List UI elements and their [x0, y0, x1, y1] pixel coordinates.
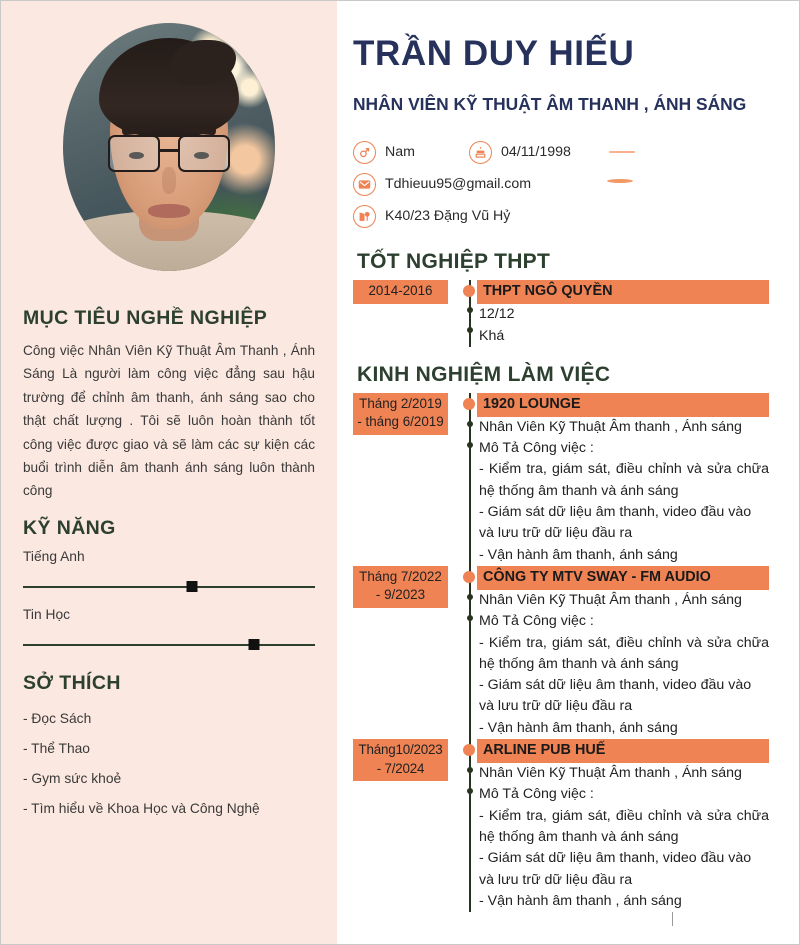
position-title: Nhân Viên Kỹ Thuật Âm thanh , Ánh sáng: [479, 765, 742, 782]
list-item: - Tìm hiểu về Khoa Học và Công Nghệ: [23, 800, 260, 816]
date-badge: 2014-2016: [353, 280, 448, 304]
timeline-line: [469, 566, 471, 739]
decorative-artifact-lower: [607, 179, 633, 183]
timeline-entry: [353, 566, 769, 739]
timeline-line: [469, 739, 471, 912]
list-item: - Thể Thao: [23, 740, 90, 756]
contact-gender: [353, 141, 415, 164]
email-value: Tdhieuu95@gmail.com: [385, 176, 532, 193]
description-label: Mô Tả Công việc :: [479, 786, 594, 803]
hobbies-list: [23, 704, 315, 824]
timeline-entry: [353, 393, 769, 566]
sidebar: [1, 1, 337, 944]
duty-item: - Giám sát dữ liệu âm thanh, video đầu vào và lưu trữ dữ liệu đầu ra: [479, 677, 752, 715]
duty-item: - Giám sát dữ liệu âm thanh, video đầu vào và lưu trữ dữ liệu đầu ra: [479, 504, 752, 542]
photo-mouth: [148, 204, 190, 218]
text-cursor: [672, 912, 673, 926]
timeline-axis: [462, 566, 477, 739]
main-column: [337, 1, 799, 944]
duty-item: - Vận hành âm thanh, ánh sáng: [479, 546, 678, 563]
experience-heading: KINH NGHIỆM LÀM VIỆC: [357, 362, 611, 386]
contact-address: [353, 205, 510, 228]
timeline-marker-small: [467, 327, 473, 333]
position-title: Nhân Viên Kỹ Thuật Âm thanh , Ánh sáng: [479, 418, 742, 435]
contact-info: [353, 136, 769, 232]
hobbies-heading: SỞ THÍCH: [23, 671, 121, 694]
timeline-marker-primary: [463, 285, 475, 297]
duty-item: - Giám sát dữ liệu âm thanh, video đầu vào và lưu trữ dữ liệu đầu ra: [479, 850, 752, 888]
education-heading: TỐT NGHIỆP THPT: [357, 250, 551, 274]
skills-heading: KỸ NĂNG: [23, 516, 116, 539]
experience-date-column: [353, 739, 448, 912]
address-value: K40/23 Đặng Vũ Hỷ: [385, 208, 511, 225]
photo-lens-right: [178, 135, 231, 172]
education-timeline: [353, 280, 769, 347]
description-label: Mô Tả Công việc :: [479, 440, 594, 457]
contact-row-primary: [353, 136, 769, 168]
experience-content: [477, 739, 769, 912]
timeline-marker-small: [467, 788, 473, 794]
experience-date-column: [353, 566, 448, 739]
timeline-line: [469, 393, 471, 566]
experience-content: [477, 393, 769, 566]
timeline-marker-primary: [463, 571, 475, 583]
profile-photo: [63, 23, 275, 271]
photo-nose: [162, 167, 177, 194]
school-name: THPT NGÔ QUYỀN: [477, 280, 769, 304]
decorative-artifact-upper: [609, 151, 635, 153]
objective-heading: MỤC TIÊU NGHỀ NGHIỆP: [23, 307, 268, 329]
company-name: 1920 LOUNGE: [477, 393, 769, 417]
timeline-marker-primary: [463, 744, 475, 756]
timeline-marker-small: [467, 594, 473, 600]
job-title: NHÂN VIÊN KỸ THUẬT ÂM THANH , ÁNH SÁNG: [353, 93, 747, 114]
timeline-marker-small: [467, 307, 473, 313]
position-title: Nhân Viên Kỹ Thuật Âm thanh , Ánh sáng: [479, 591, 742, 608]
sidebar-content: [1, 271, 337, 824]
skill-row-english: [23, 549, 315, 600]
contact-email[interactable]: [353, 173, 531, 196]
birthday-value: 04/11/1998: [500, 144, 571, 161]
timeline-entry: [353, 280, 769, 347]
photo-glasses-bridge: [160, 149, 177, 152]
gender-icon: [353, 141, 376, 164]
location-pin-icon: [353, 205, 376, 228]
envelope-icon: [353, 173, 376, 196]
experience-date-column: [353, 393, 448, 566]
timeline-axis: [462, 393, 477, 566]
profile-photo-container: [1, 1, 337, 271]
skill-knob-english[interactable]: [187, 581, 198, 592]
duty-item: - Vận hành âm thanh, ánh sáng: [479, 719, 678, 736]
company-name: ARLINE PUB HUẾ: [477, 739, 769, 763]
education-content: [477, 280, 769, 347]
duty-item: - Kiểm tra, giám sát, điều chỉnh và sửa chữa hệ thống âm thanh và ánh sáng: [479, 634, 769, 672]
timeline-entry: [353, 739, 769, 912]
skill-knob-it[interactable]: [248, 639, 259, 650]
timeline-marker-primary: [463, 398, 475, 410]
skill-row-it: [23, 607, 315, 658]
timeline-axis: [462, 739, 477, 912]
objective-text: Công việc Nhân Viên Kỹ Thuật Âm Thanh , Ánh Sáng Là người làm công việc đẳng sau hậu trường để chỉnh âm thanh, ánh sáng sao cho thật chất lượng . Tôi sẽ luôn hoàn thành tốt công việc được giao và sẽ làm các sự kiện các buổi trình diễn âm thanh ánh sáng luôn thành công: [23, 343, 315, 499]
skill-label-it: Tin Học: [23, 606, 71, 622]
duty-item: - Kiểm tra, giám sát, điều chỉnh và sửa chữa hệ thống âm thanh và ánh sáng: [479, 807, 769, 845]
contact-row-email: [353, 168, 769, 200]
experience-timeline: [353, 393, 769, 912]
timeline-axis: [462, 280, 477, 347]
skill-slider-it[interactable]: [23, 632, 315, 658]
list-item: - Gym sức khoẻ: [23, 770, 122, 786]
description-label: Mô Tả Công việc :: [479, 613, 594, 630]
duty-item: - Kiểm tra, giám sát, điều chỉnh và sửa chữa hệ thống âm thanh và ánh sáng: [479, 461, 769, 499]
date-badge: Tháng10/2023 - 7/2024: [353, 739, 448, 781]
education-detail: 12/12: [479, 306, 515, 323]
skill-label-english: Tiếng Anh: [23, 548, 85, 564]
education-date-column: [353, 280, 448, 347]
gender-value: Nam: [385, 144, 415, 161]
company-name: CÔNG TY MTV SWAY - FM AUDIO: [477, 566, 769, 590]
duty-item: - Vận hành âm thanh , ánh sáng: [479, 892, 682, 909]
date-badge: Tháng 7/2022 - 9/2023: [353, 566, 448, 608]
photo-lens-left: [108, 135, 161, 172]
timeline-marker-small: [467, 767, 473, 773]
timeline-marker-small: [467, 615, 473, 621]
list-item: - Đọc Sách: [23, 710, 92, 726]
contact-row-address: [353, 200, 769, 232]
contact-birthday: [469, 141, 571, 164]
skill-track-english: [23, 586, 315, 588]
skill-slider-english[interactable]: [23, 574, 315, 600]
skill-track-it: [23, 644, 315, 646]
education-grade: Khá: [479, 327, 505, 344]
timeline-marker-small: [467, 421, 473, 427]
date-badge: Tháng 2/2019 - tháng 6/2019: [353, 393, 448, 435]
experience-content: [477, 566, 769, 739]
page-title: TRẦN DUY HIẾU: [353, 34, 635, 73]
timeline-marker-small: [467, 442, 473, 448]
birthday-cake-icon: [469, 141, 492, 164]
